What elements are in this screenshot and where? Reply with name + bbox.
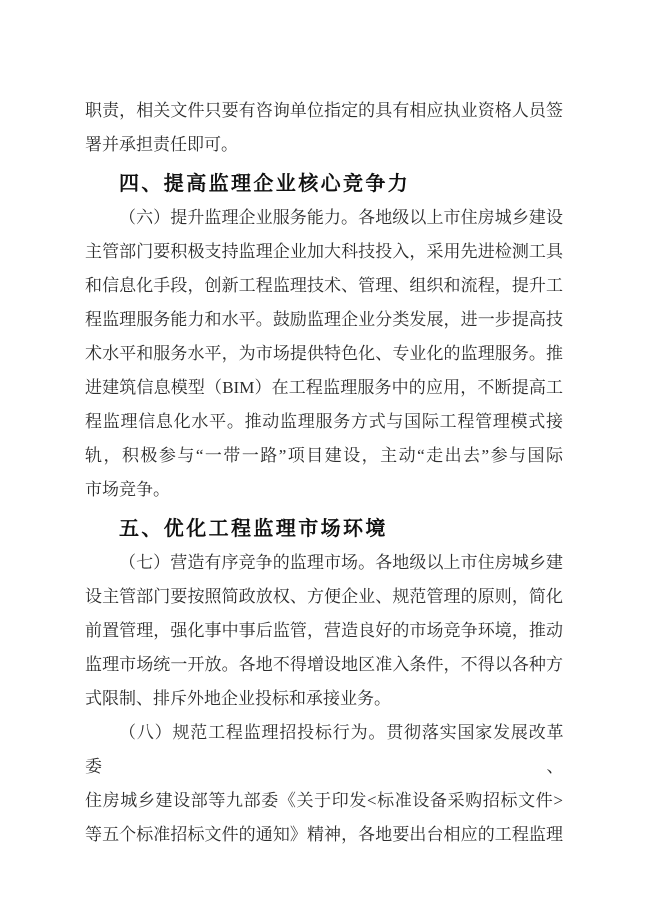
paragraph-first-line: （七）营造有序竞争的监理市场。各地级以上市住房城乡建: [119, 553, 563, 572]
body-text-line: 署并承担责任即可。: [85, 135, 238, 154]
section-heading-4: 四、提高监理企业核心竞争力: [119, 173, 411, 195]
paragraph-last-line: 市场竞争。: [85, 480, 170, 499]
paragraph-first-line: （八）规范工程监理招投标行为。贯彻落实国家发展改革委、: [85, 723, 563, 776]
body-text-line: 职责，相关文件只要有咨询单位指定的具有相应执业资格人员签: [85, 101, 563, 120]
paragraph-6: [85, 201, 563, 507]
paragraph-first-line: （六）提升监理企业服务能力。各地级以上市住房城乡建设: [119, 208, 563, 227]
body-text-line: 和信息化手段，创新工程监理技术、管理、组织和流程，提升工: [85, 276, 563, 295]
body-text-line: 术水平和服务水平，为市场提供特色化、专业化的监理服务。推: [85, 344, 563, 363]
body-text-line: 程监理信息化水平。推动监理服务方式与国际工程管理模式接: [85, 412, 563, 431]
section-heading-5: 五、优化工程监理市场环境: [119, 518, 388, 540]
paragraph-8: [85, 716, 563, 852]
body-text-line: 进建筑信息模型（BIM）在工程监理服务中的应用，不断提高工: [85, 378, 563, 397]
body-text-line: 主管部门要积极支持监理企业加大科技投入，采用先进检测工具: [85, 242, 563, 261]
body-text-line: 前置管理，强化事中事后监管，营造良好的市场竞争环境，推动: [85, 621, 563, 640]
paragraph-continuation: [85, 94, 563, 162]
body-text-line: 监理市场统一开放。各地不得增设地区准入条件，不得以各种方: [85, 655, 563, 674]
body-text-line: 住房城乡建设部等九部委《关于印发<标准设备采购招标文件>: [85, 791, 563, 810]
paragraph-7: [85, 546, 563, 716]
body-text-line: 设主管部门要按照简政放权、方便企业、规范管理的原则，简化: [85, 587, 563, 606]
paragraph-last-line: 式限制、排斥外地企业投标和承接业务。: [85, 689, 391, 708]
body-text-line: 程监理服务能力和水平。鼓励监理企业分类发展，进一步提高技: [85, 310, 563, 329]
body-text-line: 轨，积极参与“一带一路”项目建设，主动“走出去”参与国际: [85, 446, 563, 465]
body-text-line: 等五个标准招标文件的通知》精神，各地要出台相应的工程监理: [85, 825, 563, 844]
